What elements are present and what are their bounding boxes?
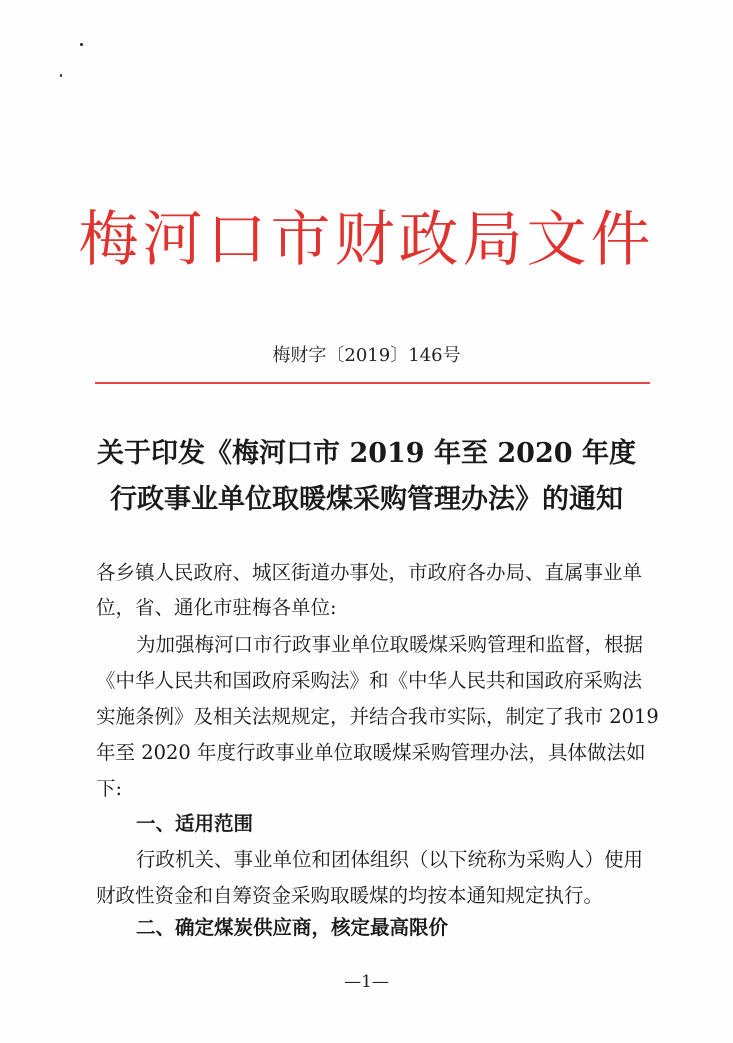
paragraph-1-line-3: 实施条例》及相关法规规定，并结合我市实际，制定了我市 2019 bbox=[96, 705, 659, 728]
scan-speck bbox=[80, 43, 83, 46]
addressee-line-1: 各乡镇人民政府、城区街道办事处，市政府各办局、直属事业单 bbox=[96, 561, 643, 584]
red-divider bbox=[95, 382, 650, 384]
section-1-line-2: 财政性资金和自筹资金采购取暖煤的均按本通知规定执行。 bbox=[96, 884, 604, 907]
issuer-title: 梅河口市财政局文件 bbox=[78, 205, 655, 275]
document-title-line-1: 关于印发《梅河口市 2019 年至 2020 年度 bbox=[97, 438, 636, 469]
document-title-line-2: 行政事业单位取暖煤采购管理办法》的通知 bbox=[110, 484, 623, 515]
section-2-heading: 二、确定煤炭供应商，核定最高限价 bbox=[136, 916, 449, 939]
paragraph-1-line-2: 《中华人民共和国政府采购法》和《中华人民共和国政府采购法 bbox=[96, 669, 643, 692]
scan-speck bbox=[60, 74, 62, 77]
addressee-line-2: 位，省、通化市驻梅各单位: bbox=[96, 596, 337, 619]
section-1-heading: 一、适用范围 bbox=[136, 812, 254, 835]
paragraph-1-line-1: 为加强梅河口市行政事业单位取暖煤采购管理和监督，根据 bbox=[136, 633, 644, 656]
paragraph-1-line-5: 下: bbox=[96, 777, 123, 800]
document-number: 梅财字〔2019〕146号 bbox=[272, 345, 461, 366]
section-1-line-1: 行政机关、事业单位和团体组织（以下统称为采购人）使用 bbox=[136, 848, 644, 871]
paragraph-1-line-4: 年至 2020 年度行政事业单位取暖煤采购管理办法，具体做法如 bbox=[96, 741, 646, 764]
page-number: —1— bbox=[344, 972, 389, 992]
